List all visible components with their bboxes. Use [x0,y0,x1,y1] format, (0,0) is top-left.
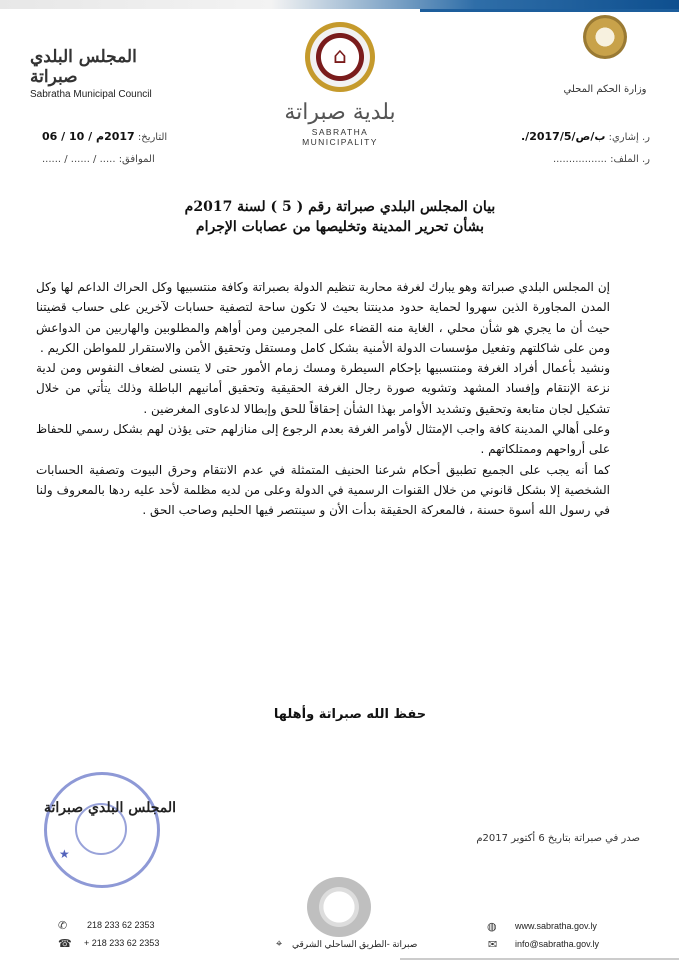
top-accent-bar [420,9,679,12]
reference-number [521,130,650,143]
footer-email[interactable]: info@sabratha.gov.ly [515,939,600,949]
stamp-star-icon: ★ [59,847,70,861]
title-line-2: بشأن تحرير المدينة وتخليصها من عصابات الإجرام [195,219,485,235]
statement-title [100,197,580,237]
footer-seal-icon [307,877,371,937]
file-value: ................. [552,154,607,165]
footer-phone: 218 233 62 2353 [87,920,155,930]
fax-icon: ☎ [58,937,72,950]
hijri-label: الموافق: [118,154,155,165]
paragraph-1: إن المجلس البلدي صبراتة وهو يبارك لغرفة محاربة تنظيم الدولة بصبراتة وكافة منتسبيها وكل الحراك الداعم لها وكل المدن المجاورة الذين سهروا لحماية حدود مدينتنا بحيث لا تكون ساحة لتصفية حسابات لآخرين على حساب قضيتنا حيث أن ما يجري هو شأن محلي ، الغاية منه القضاء على المجرمين ومن أواهم والمطلوبين والهاربين من الدواعش ومن على شاكلتهم وتفعيل مؤسسات الدولة الأمنية بشكل كامل ومستقل وتحقيق الأمن والاستقرار للمواطن الكريم . [36,280,610,355]
paragraph-4: كما أنه يجب على الجميع تطبيق أحكام شرعنا الحنيف المتمثلة في عدم الانتقام وحرق البيوت وتصفية الحسابات الشخصية إلا بشكل قانوني من خلال القنوات الرسمية في الدولة وعلى من لديه مظلمة لأحد عليه ردها بالمعروف ولنا في رسول الله أسوة حسنة ، فالمعركة الحقيقة بدأت الأن و سينتصر فيها الحليم وصاحب الحق . [36,462,610,518]
ministry-block [550,15,660,95]
footer-address: صبراتة -الطريق الساحلي الشرقي [292,939,418,949]
municipality-name-en: SABRATHA MUNICIPALITY [302,127,378,147]
mail-icon: ✉ [488,938,498,951]
hijri-date [42,154,155,165]
letter-date [42,130,167,143]
council-name-en: Sabratha Municipal Council [30,89,152,100]
paragraph-2: ونشيد بأعمال أفراد الغرفة ومنتسبيها بإحكام السيطرة ومسك زمام الأمور حتى لا يتسنى لضعاف النفوس ومن لدية نزعة الإنتقام وإفساد المشهد وتشويه صورة رجال الغرفة الحقيقية وتحقيق أمانيهم الباطلة وذلك يتأتي من خلال تشكيل لجان متابعة وتحقيق وتشديد الأوامر بهذا الشأن إحقاقاً للحق وإبطالا لدعاوى المغرضين . [36,361,610,416]
top-color-bar [0,0,679,9]
council-letterhead [30,47,170,100]
reference-value: ب/ص/2017/5/. [521,130,606,143]
footer-website[interactable]: www.sabratha.gov.ly [515,921,597,931]
municipality-logo-block [280,22,400,147]
footer-fax: + 218 233 62 2353 [84,938,160,948]
council-signature: المجلس البلدي صبراتة [44,800,176,816]
date-label: التاريخ: [137,132,168,143]
phone-icon: ✆ [58,919,68,932]
title-line-1: بيان المجلس البلدي صبراتة رقم ( 5 ) لسنة 2017م [184,199,496,215]
building-icon: ⌂ [333,44,347,69]
globe-icon: ◍ [487,920,497,933]
reference-label: ر. إشاري: [608,132,650,143]
hijri-value: ..... / ...... / ...... [42,154,116,165]
paragraph-3: وعلى أهالي المدينة كافة واجب الإمتثال لأوامر الغرفة بعدم الرجوع إلى منازلهم حتى يؤذن لهم بشكل رسمي للحفاظ على أرواحهم وممتلكاتهم . [36,422,610,457]
file-number [553,154,650,165]
issue-date-note: صدر في صبراتة بتاريخ 6 أكتوبر 2017م [476,833,640,844]
date-value: 2017م / 10 / 06 [42,130,135,143]
ministry-emblem-icon [583,15,627,59]
council-name-ar: المجلس البلدي صبراتة [30,47,137,87]
municipality-seal-icon [305,22,375,92]
location-pin-icon: ⌖ [276,937,283,950]
statement-body [36,277,610,521]
closing-prayer: حفظ الله صبراتة وأهلها [273,707,427,722]
municipality-name-ar: بلدية صبراتة [284,100,396,125]
file-label: ر. الملف: [610,154,650,165]
official-stamp [44,772,160,888]
ministry-name: وزارة الحكم المحلي [563,84,647,95]
